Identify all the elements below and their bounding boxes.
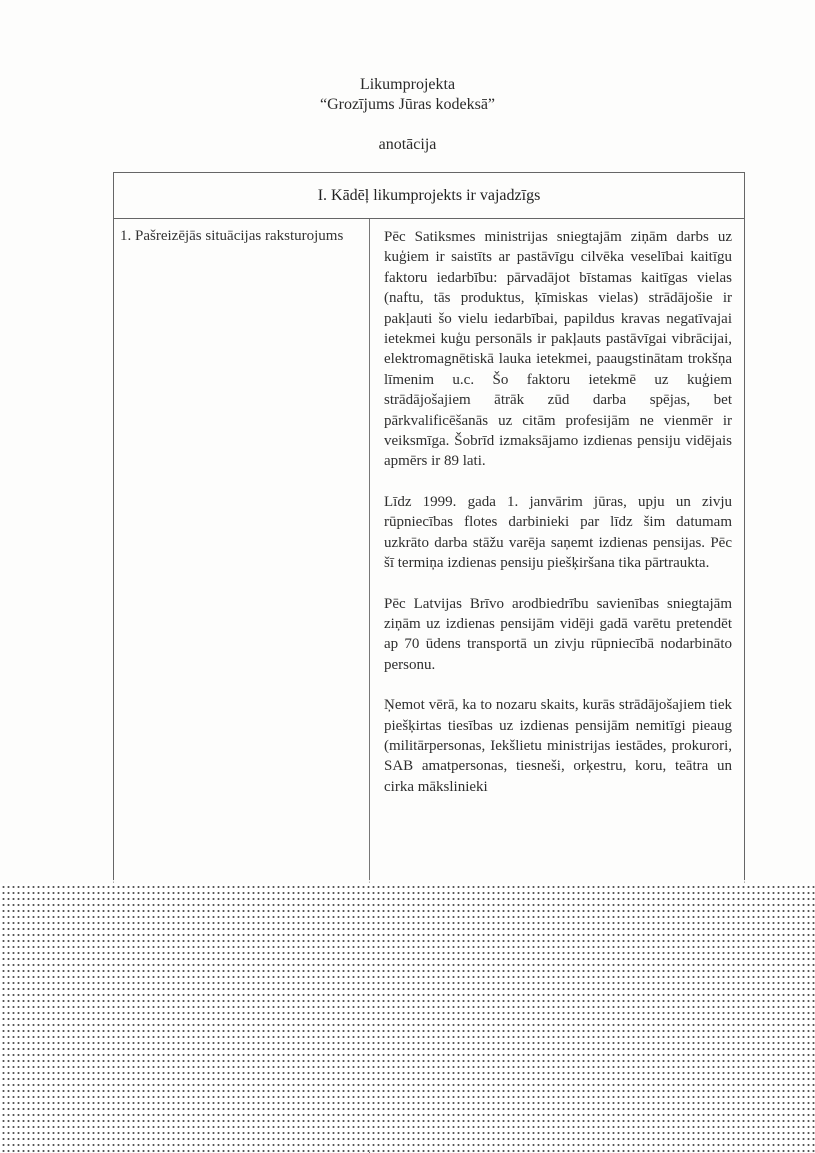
document-title-line-2: “Grozījums Jūras kodeksā” [319, 96, 496, 113]
content-paragraph-1: Pēc Satiksmes ministrijas sniegtajām ziņām darbs uz kuģiem ir saistīts ar pastāvīgu cilvēka veselībai kaitīgu faktoru iedarbību: pārvadājot bīstamas kaitīgas vielas (naftu, tās produktus, ķīmiskas vielas) strādājošie ir pakļauti šo vielu iedarbībai, papildus kravas negatīvajai ietekmei kuģu personāls ir pakļauts pastāvīgai vibrācijai, elektromagnētiskā lauka ietekmei, paaugstinātam trokšņa līmenim u.c. Šo faktoru ietekmē uz kuģiem strādājošajiem ātrāk zūd darba spējas, bet pārkvalificēšanās uz citām profesijām ne vienmēr ir veiksmīga. Šobrīd izmaksājamo izdienas pensiju vidējais apmērs ir 89 lati. [384, 229, 732, 470]
section-header: I. Kādēļ likumprojekts ir vajadzīgs [114, 173, 744, 219]
scan-redaction-edge [0, 880, 815, 885]
row-label: 1. Pašreizējās situācijas raksturojums [120, 228, 344, 244]
document-title-line-1: Likumprojekta [359, 76, 456, 93]
content-paragraph-2: Līdz 1999. gada 1. janvārim jūras, upju un zivju rūpniecības flotes darbinieki par līdz šim datumam uzkrāto darba stāžu varēja saņemt izdienas pensijas. Pēc šī termiņa izdienas pensiju piešķiršana tika pārtraukta. [384, 493, 732, 572]
document-title-line-3: anotācija [378, 136, 437, 153]
content-paragraph-3: Pēc Latvijas Brīvo arodbiedrību savienības sniegtajām ziņām uz izdienas pensijām vidēji gadā varētu pretendēt ap 70 ūdens transportā un zivju rūpniecībā nodarbināto personu. [384, 595, 732, 673]
content-paragraph-4: Ņemot vērā, ka to nozaru skaits, kurās strādājošajiem tiek piešķirtas tiesības uz izdienas pensijām nemitīgi pieaug (militārpersonas, Iekšlietu ministrijas iestādes, prokurori, SAB amatpersonas, tiesneši, orķestru, koru, teātra un cirka mākslinieki [384, 697, 732, 795]
row-content-cell [370, 219, 744, 817]
dotted-redaction-pattern [0, 883, 815, 1152]
